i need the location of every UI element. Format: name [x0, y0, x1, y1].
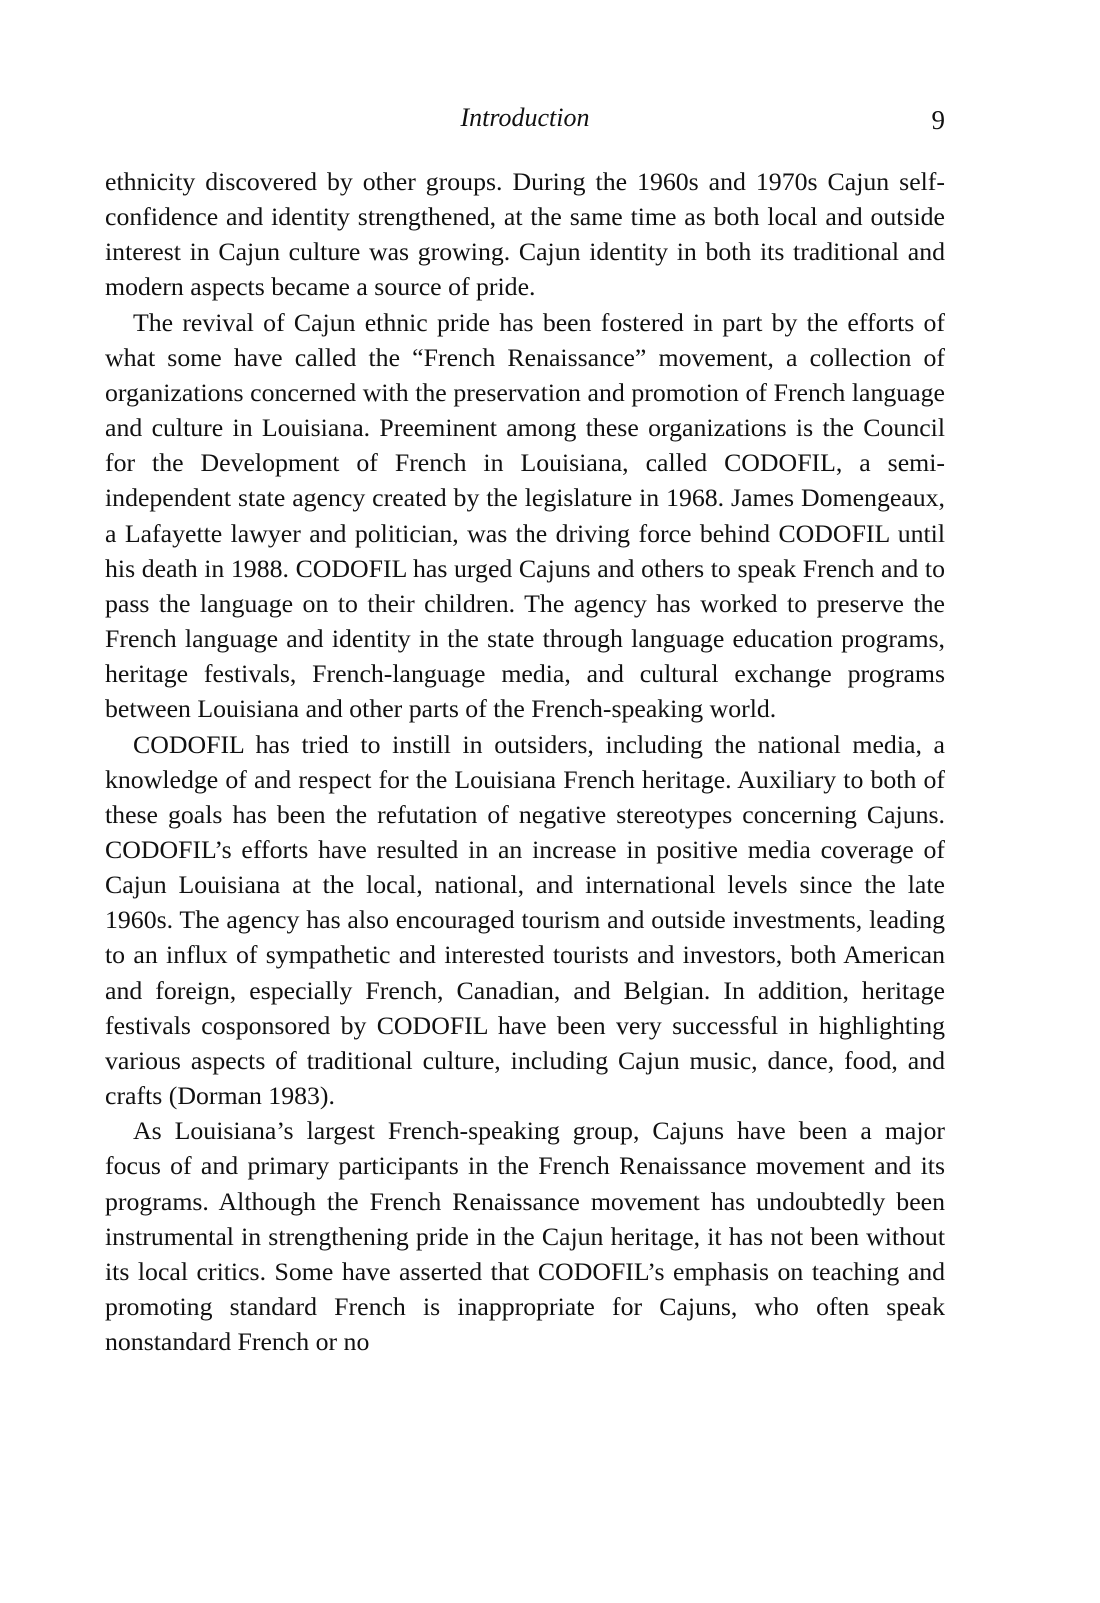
paragraph-french-renaissance: The revival of Cajun ethnic pride has been fostered in part by the efforts of what some have called the “French Renaissance” movement, a collection of organizations concerned with the preservation and promotion of French language and culture in Louisiana. Preeminent among these organizations is the Council for the Development of French in Louisiana, called CODOFIL, a semi-independent state agency created by the legislature in 1968. James Domengeaux, a Lafayette lawyer and politician, was the driving force behind CODOFIL until his death in 1988. CODOFIL has urged Cajuns and others to speak French and to pass the language on to their children. The agency has worked to preserve the French language and identity in the state through language education programs, heritage festivals, French-language media, and cultural exchange programs between Louisiana and other parts of the French-speaking world. — [105, 307, 945, 724]
paragraph-continuation: ethnicity discovered by other groups. During the 1960s and 1970s Cajun self-confidence and identity strengthened, at the same time as both local and outside interest in Cajun culture was growing. Cajun identity in both its traditional and modern aspects became a source of pride. — [105, 167, 945, 302]
body-text — [105, 164, 945, 1359]
paragraph-codofil-outsiders: CODOFIL has tried to instill in outsiders, including the national media, a knowledge of and respect for the Louisiana French heritage. Auxiliary to both of these goals has been the refutation of negative stereotypes concerning Cajuns. CODOFIL’s efforts have resulted in an increase in positive media coverage of Cajun Louisiana at the local, national, and international levels since the late 1960s. The agency has also encouraged tourism and outside investments, leading to an influx of sympathetic and interested tourists and investors, both American and foreign, especially French, Canadian, and Belgian. In addition, heritage festivals cosponsored by CODOFIL have been very successful in highlighting various aspects of traditional culture, including Cajun music, dance, food, and crafts (Dorman 1983). — [105, 729, 945, 1111]
paragraph-cajun-participants: As Louisiana’s largest French-speaking group, Cajuns have been a major focus of and primary participants in the French Renaissance movement and its programs. Although the French Renaissance movement has undoubtedly been instrumental in strengthening pride in the Cajun heritage, it has not been without its local critics. Some have asserted that CODOFIL’s emphasis on teaching and promoting standard French is inappropriate for Cajuns, who often speak nonstandard French or no — [105, 1116, 945, 1357]
running-head — [105, 100, 945, 136]
page-number: 9 — [931, 105, 945, 135]
running-title: Introduction — [460, 103, 590, 132]
